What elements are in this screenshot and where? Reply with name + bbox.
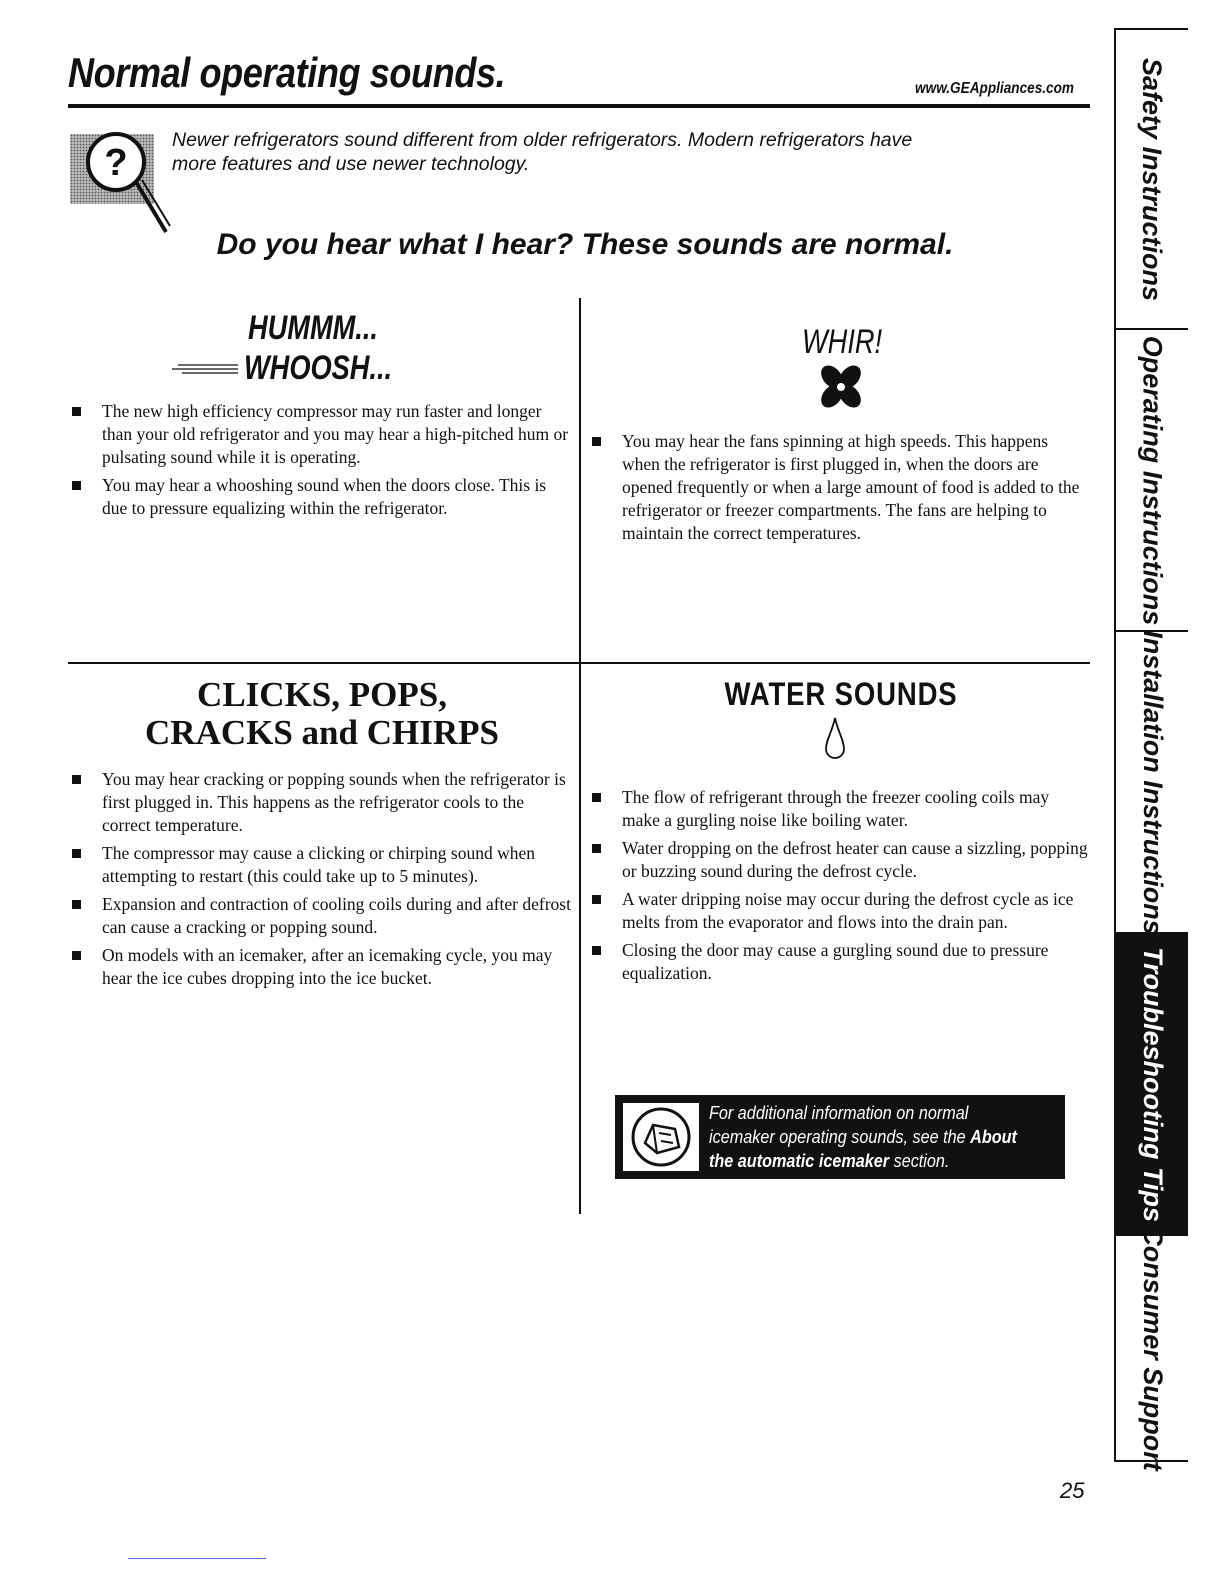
- section-clicks-pops: [72, 676, 572, 995]
- bullet-list: [72, 768, 572, 990]
- tab-label: Consumer Support: [1137, 1225, 1168, 1471]
- callout-text-end: section.: [893, 1151, 950, 1171]
- page-title: Normal operating sounds.: [68, 49, 506, 96]
- sounds-headline: Do you hear what I hear? These sounds are normal.: [216, 228, 954, 261]
- bullet-list: [592, 786, 1090, 985]
- header-rule: [68, 104, 1090, 108]
- tab-installation-instructions[interactable]: [1116, 629, 1188, 935]
- section-title-whoosh: WHOOSH...: [244, 349, 393, 387]
- callout-section-reference: About the automatic icemaker: [709, 1127, 1017, 1171]
- bullet-list: [592, 430, 1090, 545]
- tab-safety-instructions[interactable]: [1116, 30, 1188, 330]
- tab-label: Safety Instructions: [1137, 57, 1168, 301]
- section-title-clicks: CLICKS, POPS,: [197, 675, 447, 714]
- list-item: A water dripping noise may occur during the defrost cycle as ice melts from the evaporator and flows into the drain pan.: [592, 888, 1090, 934]
- tab-operating-instructions[interactable]: [1116, 330, 1188, 632]
- section-water-sounds: [592, 676, 1090, 990]
- whoosh-lines-icon: [172, 362, 238, 381]
- water-drop-icon: [822, 716, 848, 767]
- callout-text-start: For additional information on normal icemaker operating sounds, see the: [709, 1103, 969, 1147]
- section-hummm-whoosh: [72, 310, 572, 525]
- svg-text:?: ?: [104, 142, 128, 184]
- section-title-whir: WHIR!: [802, 323, 883, 361]
- website-url: www.GEAppliances.com: [915, 80, 1074, 97]
- list-item: The compressor may cause a clicking or chirping sound when attempting to restart (this could take up to 5 minutes).: [72, 842, 572, 888]
- intro-text: Newer refrigerators sound different from older refrigerators. Modern refrigerators have more features and use newer technology.: [172, 129, 913, 175]
- list-item: You may hear the fans spinning at high speeds. This happens when the refrigerator is first plugged in, when the doors are opened frequently or when a large amount of food is added to the refrigerator or freezer compartments. The fans are helping to maintain the correct temperatures.: [592, 430, 1090, 545]
- tab-troubleshooting-tips[interactable]: [1116, 934, 1188, 1236]
- list-item: Expansion and contraction of cooling coils during and after defrost can cause a cracking or popping sound.: [72, 893, 572, 939]
- fan-icon: [812, 362, 870, 417]
- tab-consumer-support[interactable]: [1116, 1225, 1188, 1471]
- section-title-water: WATER SOUNDS: [724, 676, 958, 712]
- bullet-list: [72, 400, 572, 520]
- list-item: Water dropping on the defrost heater can cause a sizzling, popping or buzzing sound during the defrost cycle.: [592, 837, 1090, 883]
- tab-label: Operating Instructions: [1137, 335, 1168, 625]
- list-item: On models with an icemaker, after an icemaking cycle, you may hear the ice cubes dropping into the ice bucket.: [72, 944, 572, 990]
- column-divider: [579, 298, 581, 1214]
- tab-label: Troubleshooting Tips: [1137, 946, 1168, 1222]
- icemaker-icon: [623, 1103, 699, 1171]
- icemaker-callout: [615, 1095, 1065, 1179]
- footer-link-line: [128, 1558, 266, 1559]
- list-item: You may hear cracking or popping sounds when the refrigerator is first plugged in. This happens as the refrigerator cools to the correct temperature.: [72, 768, 572, 837]
- list-item: The new high efficiency compressor may run faster and longer than your old refrigerator and you may hear a high-pitched hum or pulsating sound while it is operating.: [72, 400, 572, 469]
- question-mark-magnifier-icon: [70, 128, 180, 240]
- callout-text: [709, 1101, 1024, 1173]
- list-item: Closing the door may cause a gurgling sound due to pressure equalization.: [592, 939, 1090, 985]
- list-item: You may hear a whooshing sound when the doors close. This is due to pressure equalizing within the refrigerator.: [72, 474, 572, 520]
- section-whir: [592, 310, 1090, 550]
- row-divider: [68, 662, 1090, 664]
- section-title-hummm: HUMMM...: [248, 309, 378, 347]
- page-number: 25: [1060, 1478, 1085, 1503]
- list-item: The flow of refrigerant through the freezer cooling coils may make a gurgling noise like boiling water.: [592, 786, 1090, 832]
- tab-label: Installation Instructions: [1137, 629, 1168, 935]
- section-tabs: [1114, 28, 1188, 1471]
- section-title-cracks: CRACKS and CHIRPS: [145, 713, 499, 752]
